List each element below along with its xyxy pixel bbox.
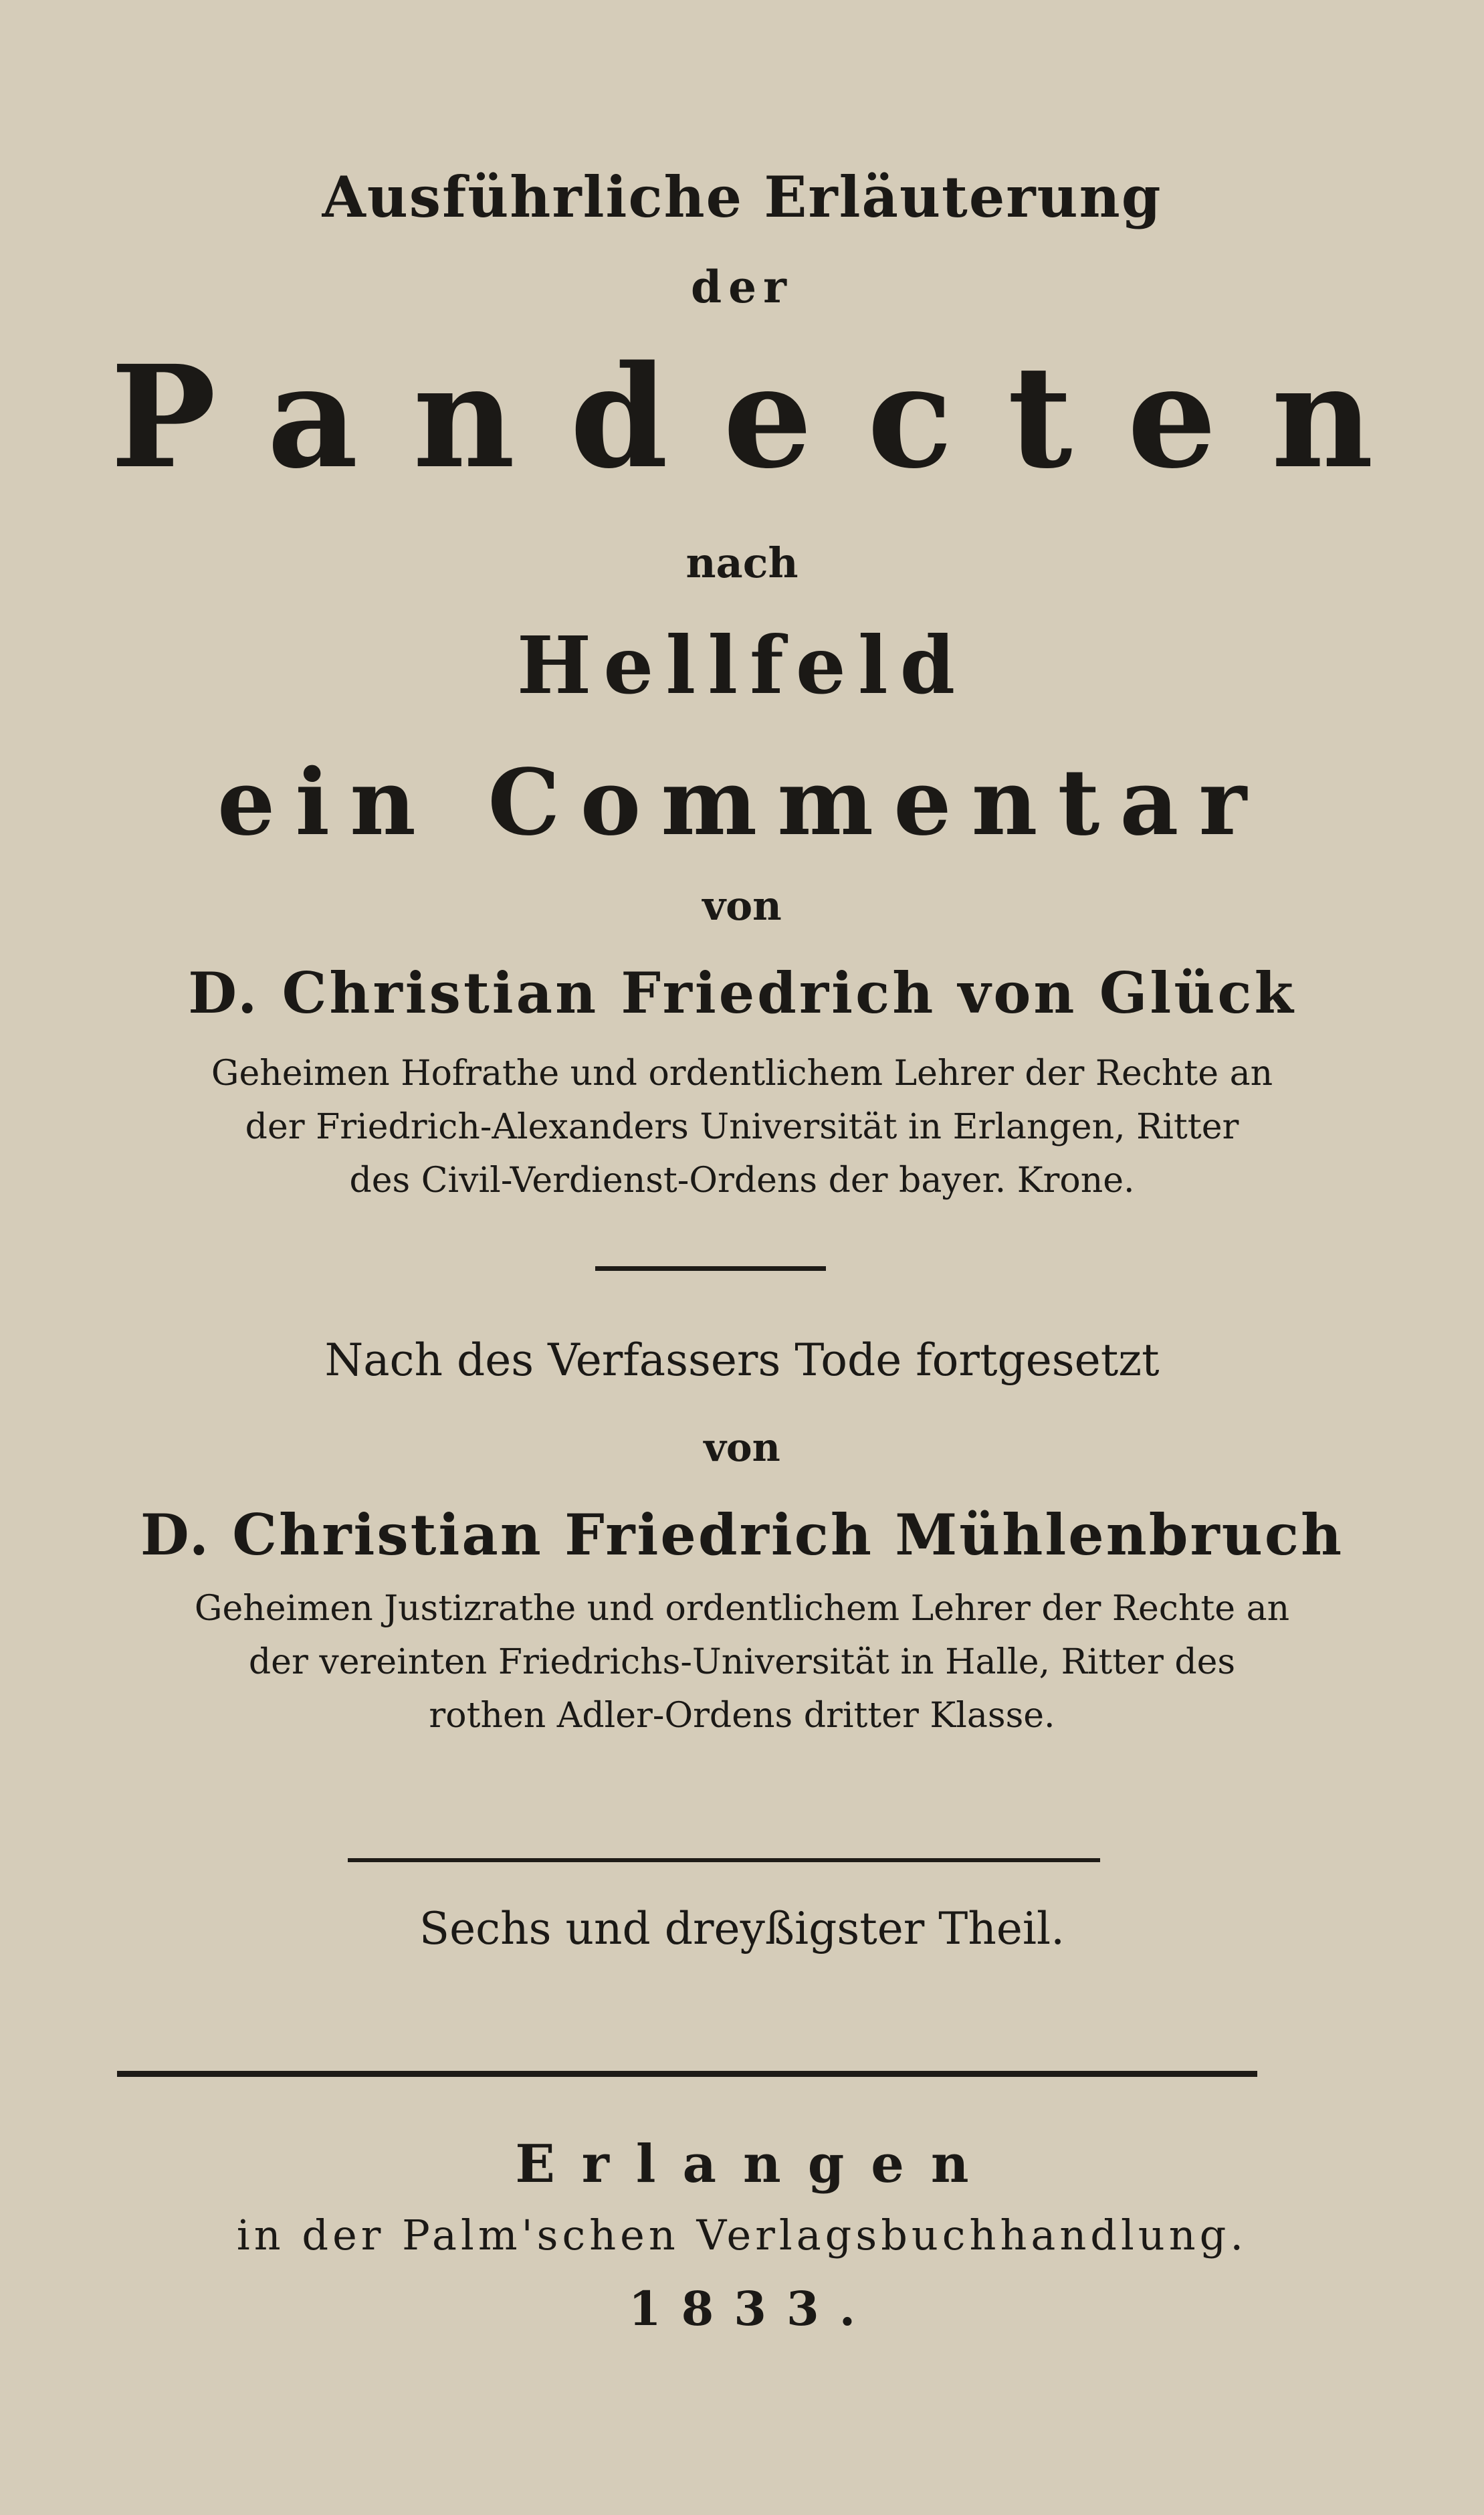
title-line-der: der [691, 261, 793, 313]
main-title: Pandecten [110, 334, 1428, 500]
author-2-desc-line-3: rothen Adler-Ordens dritter Klasse. [429, 1696, 1055, 1736]
by-label-2: von [704, 1425, 780, 1470]
divider-medium [348, 1858, 1100, 1862]
by-label-1: von [702, 883, 782, 930]
imprint-publisher: in der Palm'schen Verlagsbuchhandlung. [236, 2211, 1248, 2259]
author-1: D. Christian Friedrich von Glück [188, 960, 1296, 1026]
title-line-1: Ausführliche Erläuterung [322, 164, 1162, 230]
author-1-desc-line-3: des Civil-Verdienst-Ordens der bayer. Krone. [349, 1161, 1135, 1201]
volume-label: Sechs und dreyßigster Theil. [419, 1903, 1065, 1954]
continued-note: Nach des Verfassers Tode fortgesetzt [324, 1334, 1160, 1386]
divider-short [595, 1266, 826, 1271]
imprint-year: 1833. [628, 2281, 876, 2336]
author-2-desc-line-1: Geheimen Justizrathe und ordentlichem Lehrer der Rechte an [194, 1589, 1290, 1629]
divider-long [117, 2071, 1257, 2077]
author-1-desc-line-2: der Friedrich-Alexanders Universität in Erlangen, Ritter [245, 1107, 1239, 1147]
imprint-place: Erlangen [515, 2134, 996, 2195]
title-line-nach: nach [685, 538, 799, 587]
title-commentar: ein Commentar [217, 749, 1267, 856]
author-2-desc-line-2: der vereinten Friedrichs-Universität in Halle, Ritter des [248, 1642, 1236, 1682]
author-1-desc-line-1: Geheimen Hofrathe und ordentlichem Lehrer der Rechte an [211, 1053, 1273, 1094]
author-2: D. Christian Friedrich Mühlenbruch [140, 1502, 1344, 1568]
title-hellfeld: Hellfeld [516, 619, 968, 712]
